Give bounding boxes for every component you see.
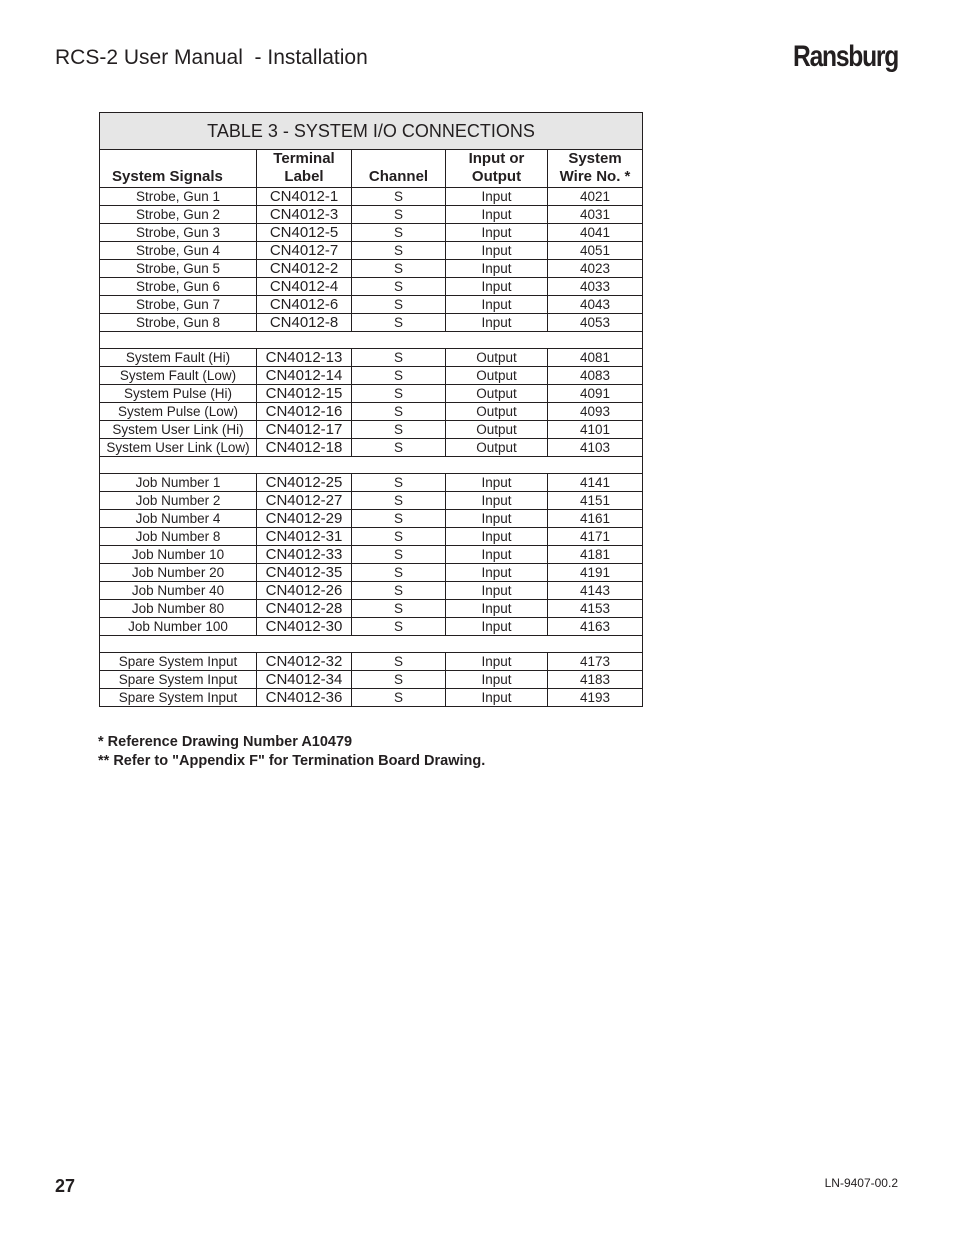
terminal-label-cell: CN4012-16 [257,403,352,421]
channel-cell: S [352,421,446,439]
channel-cell: S [352,385,446,403]
table-row [100,314,643,332]
signal-cell: Strobe, Gun 5 [100,260,257,278]
wire-number-cell: 4093 [548,403,643,421]
table-row [100,403,643,421]
terminal-label-cell: CN4012-13 [257,349,352,367]
separator-cell [100,636,643,653]
io-direction-cell: Input [446,260,548,278]
table-row [100,367,643,385]
wire-number-cell: 4043 [548,296,643,314]
group-separator-row [100,457,643,474]
signal-cell: Strobe, Gun 8 [100,314,257,332]
channel-cell: S [352,546,446,564]
io-direction-cell: Output [446,421,548,439]
column-header-system-signals-line: System Signals [112,168,223,185]
table-row [100,528,643,546]
separator-cell [100,457,643,474]
signal-cell: Strobe, Gun 2 [100,206,257,224]
io-direction-cell: Input [446,188,548,206]
terminal-label-cell: CN4012-18 [257,439,352,457]
wire-number-cell: 4053 [548,314,643,332]
channel-cell: S [352,582,446,600]
io-direction-cell: Input [446,618,548,636]
terminal-label-cell: CN4012-15 [257,385,352,403]
channel-cell: S [352,278,446,296]
column-header-terminal-label-line: Terminal [273,150,335,167]
table-row [100,260,643,278]
wire-number-cell: 4143 [548,582,643,600]
table-row [100,439,643,457]
column-header-channel-line: Channel [368,168,429,185]
wire-number-cell: 4161 [548,510,643,528]
terminal-label-cell: CN4012-8 [257,314,352,332]
signal-cell: System Pulse (Hi) [100,385,257,403]
table-row [100,278,643,296]
channel-cell: S [352,653,446,671]
signal-cell: Job Number 100 [100,618,257,636]
terminal-label-cell: CN4012-2 [257,260,352,278]
io-direction-cell: Input [446,546,548,564]
wire-number-cell: 4191 [548,564,643,582]
table-row [100,385,643,403]
channel-cell: S [352,403,446,421]
group-separator-row [100,332,643,349]
column-header-input-output [446,150,548,188]
terminal-label-cell: CN4012-6 [257,296,352,314]
terminal-label-cell: CN4012-17 [257,421,352,439]
terminal-label-cell: CN4012-34 [257,671,352,689]
signal-cell: Job Number 40 [100,582,257,600]
signal-cell: System User Link (Hi) [100,421,257,439]
signal-cell: Spare System Input [100,671,257,689]
wire-number-cell: 4151 [548,492,643,510]
io-direction-cell: Input [446,492,548,510]
terminal-label-cell: CN4012-3 [257,206,352,224]
wire-number-cell: 4021 [548,188,643,206]
channel-cell: S [352,349,446,367]
io-direction-cell: Input [446,600,548,618]
table-row [100,564,643,582]
table-row [100,618,643,636]
io-direction-cell: Input [446,689,548,707]
channel-cell: S [352,510,446,528]
wire-number-cell: 4181 [548,546,643,564]
brand-logo: Ransburg [793,40,898,73]
column-header-wire-no [548,150,643,188]
table-row [100,510,643,528]
wire-number-cell: 4041 [548,224,643,242]
io-direction-cell: Input [446,564,548,582]
wire-number-cell: 4141 [548,474,643,492]
channel-cell: S [352,600,446,618]
io-direction-cell: Output [446,367,548,385]
signal-cell: Spare System Input [100,689,257,707]
table-row [100,206,643,224]
io-direction-cell: Input [446,671,548,689]
wire-number-cell: 4083 [548,367,643,385]
wire-number-cell: 4101 [548,421,643,439]
channel-cell: S [352,314,446,332]
signal-cell: Strobe, Gun 4 [100,242,257,260]
terminal-label-cell: CN4012-26 [257,582,352,600]
channel-cell: S [352,671,446,689]
table-row [100,296,643,314]
footnote-appendix: ** Refer to "Appendix F" for Termination Board Drawing. [98,753,486,769]
table-header-row [100,150,643,188]
column-header-input-output-line: Input or [468,150,525,167]
terminal-label-cell: CN4012-5 [257,224,352,242]
signal-cell: Job Number 10 [100,546,257,564]
channel-cell: S [352,492,446,510]
io-direction-cell: Input [446,653,548,671]
table-row [100,188,643,206]
footnote-reference-drawing: * Reference Drawing Number A10479 [98,734,353,750]
wire-number-cell: 4173 [548,653,643,671]
table-title: TABLE 3 - SYSTEM I/O CONNECTIONS [100,113,643,150]
table-row [100,474,643,492]
channel-cell: S [352,224,446,242]
table-row [100,421,643,439]
wire-number-cell: 4103 [548,439,643,457]
channel-cell: S [352,206,446,224]
signal-cell: Strobe, Gun 1 [100,188,257,206]
wire-number-cell: 4163 [548,618,643,636]
table-row [100,492,643,510]
table-body [100,188,643,707]
channel-cell: S [352,439,446,457]
channel-cell: S [352,474,446,492]
io-direction-cell: Input [446,206,548,224]
io-direction-cell: Output [446,349,548,367]
group-separator-row [100,636,643,653]
table-row [100,582,643,600]
channel-cell: S [352,260,446,278]
io-direction-cell: Input [446,278,548,296]
channel-cell: S [352,296,446,314]
wire-number-cell: 4091 [548,385,643,403]
table-row [100,600,643,618]
terminal-label-cell: CN4012-33 [257,546,352,564]
signal-cell: Job Number 1 [100,474,257,492]
signal-cell: Strobe, Gun 3 [100,224,257,242]
io-direction-cell: Input [446,314,548,332]
terminal-label-cell: CN4012-36 [257,689,352,707]
channel-cell: S [352,367,446,385]
wire-number-cell: 4153 [548,600,643,618]
io-direction-cell: Input [446,296,548,314]
column-header-channel [352,150,446,188]
terminal-label-cell: CN4012-7 [257,242,352,260]
wire-number-cell: 4033 [548,278,643,296]
column-header-terminal-label [257,150,352,188]
wire-number-cell: 4183 [548,671,643,689]
io-connections-table [99,112,643,707]
signal-cell: Job Number 80 [100,600,257,618]
table-row [100,653,643,671]
channel-cell: S [352,242,446,260]
wire-number-cell: 4193 [548,689,643,707]
terminal-label-cell: CN4012-30 [257,618,352,636]
terminal-label-cell: CN4012-35 [257,564,352,582]
terminal-label-cell: CN4012-28 [257,600,352,618]
wire-number-cell: 4023 [548,260,643,278]
table-row [100,689,643,707]
table-row [100,671,643,689]
terminal-label-cell: CN4012-1 [257,188,352,206]
signal-cell: System Fault (Hi) [100,349,257,367]
column-header-system-signals [100,150,257,188]
wire-number-cell: 4081 [548,349,643,367]
signal-cell: System User Link (Low) [100,439,257,457]
table-row [100,349,643,367]
signal-cell: Strobe, Gun 6 [100,278,257,296]
column-header-input-output-line: Output [471,168,522,185]
wire-number-cell: 4171 [548,528,643,546]
terminal-label-cell: CN4012-4 [257,278,352,296]
channel-cell: S [352,689,446,707]
wire-number-cell: 4051 [548,242,643,260]
signal-cell: Job Number 8 [100,528,257,546]
io-direction-cell: Input [446,528,548,546]
channel-cell: S [352,528,446,546]
channel-cell: S [352,564,446,582]
signal-cell: System Fault (Low) [100,367,257,385]
document-number: LN-9407-00.2 [824,1176,898,1190]
signal-cell: Spare System Input [100,653,257,671]
table-row [100,224,643,242]
terminal-label-cell: CN4012-32 [257,653,352,671]
io-direction-cell: Output [446,403,548,421]
column-header-wire-no-line: Wire No. * [559,168,631,185]
page-title: RCS-2 User Manual - Installation [55,46,368,69]
io-direction-cell: Input [446,224,548,242]
signal-cell: System Pulse (Low) [100,403,257,421]
io-direction-cell: Output [446,439,548,457]
table-row [100,242,643,260]
column-header-terminal-label-line: Label [284,168,324,185]
page-number: 27 [55,1176,76,1196]
separator-cell [100,332,643,349]
column-header-wire-no-line: System [568,150,622,167]
channel-cell: S [352,188,446,206]
terminal-label-cell: CN4012-14 [257,367,352,385]
wire-number-cell: 4031 [548,206,643,224]
signal-cell: Strobe, Gun 7 [100,296,257,314]
footnotes [98,733,485,771]
io-direction-cell: Input [446,474,548,492]
io-direction-cell: Output [446,385,548,403]
signal-cell: Job Number 20 [100,564,257,582]
signal-cell: Job Number 2 [100,492,257,510]
terminal-label-cell: CN4012-31 [257,528,352,546]
table-row [100,546,643,564]
io-direction-cell: Input [446,510,548,528]
signal-cell: Job Number 4 [100,510,257,528]
terminal-label-cell: CN4012-29 [257,510,352,528]
channel-cell: S [352,618,446,636]
io-direction-cell: Input [446,582,548,600]
terminal-label-cell: CN4012-27 [257,492,352,510]
io-direction-cell: Input [446,242,548,260]
terminal-label-cell: CN4012-25 [257,474,352,492]
